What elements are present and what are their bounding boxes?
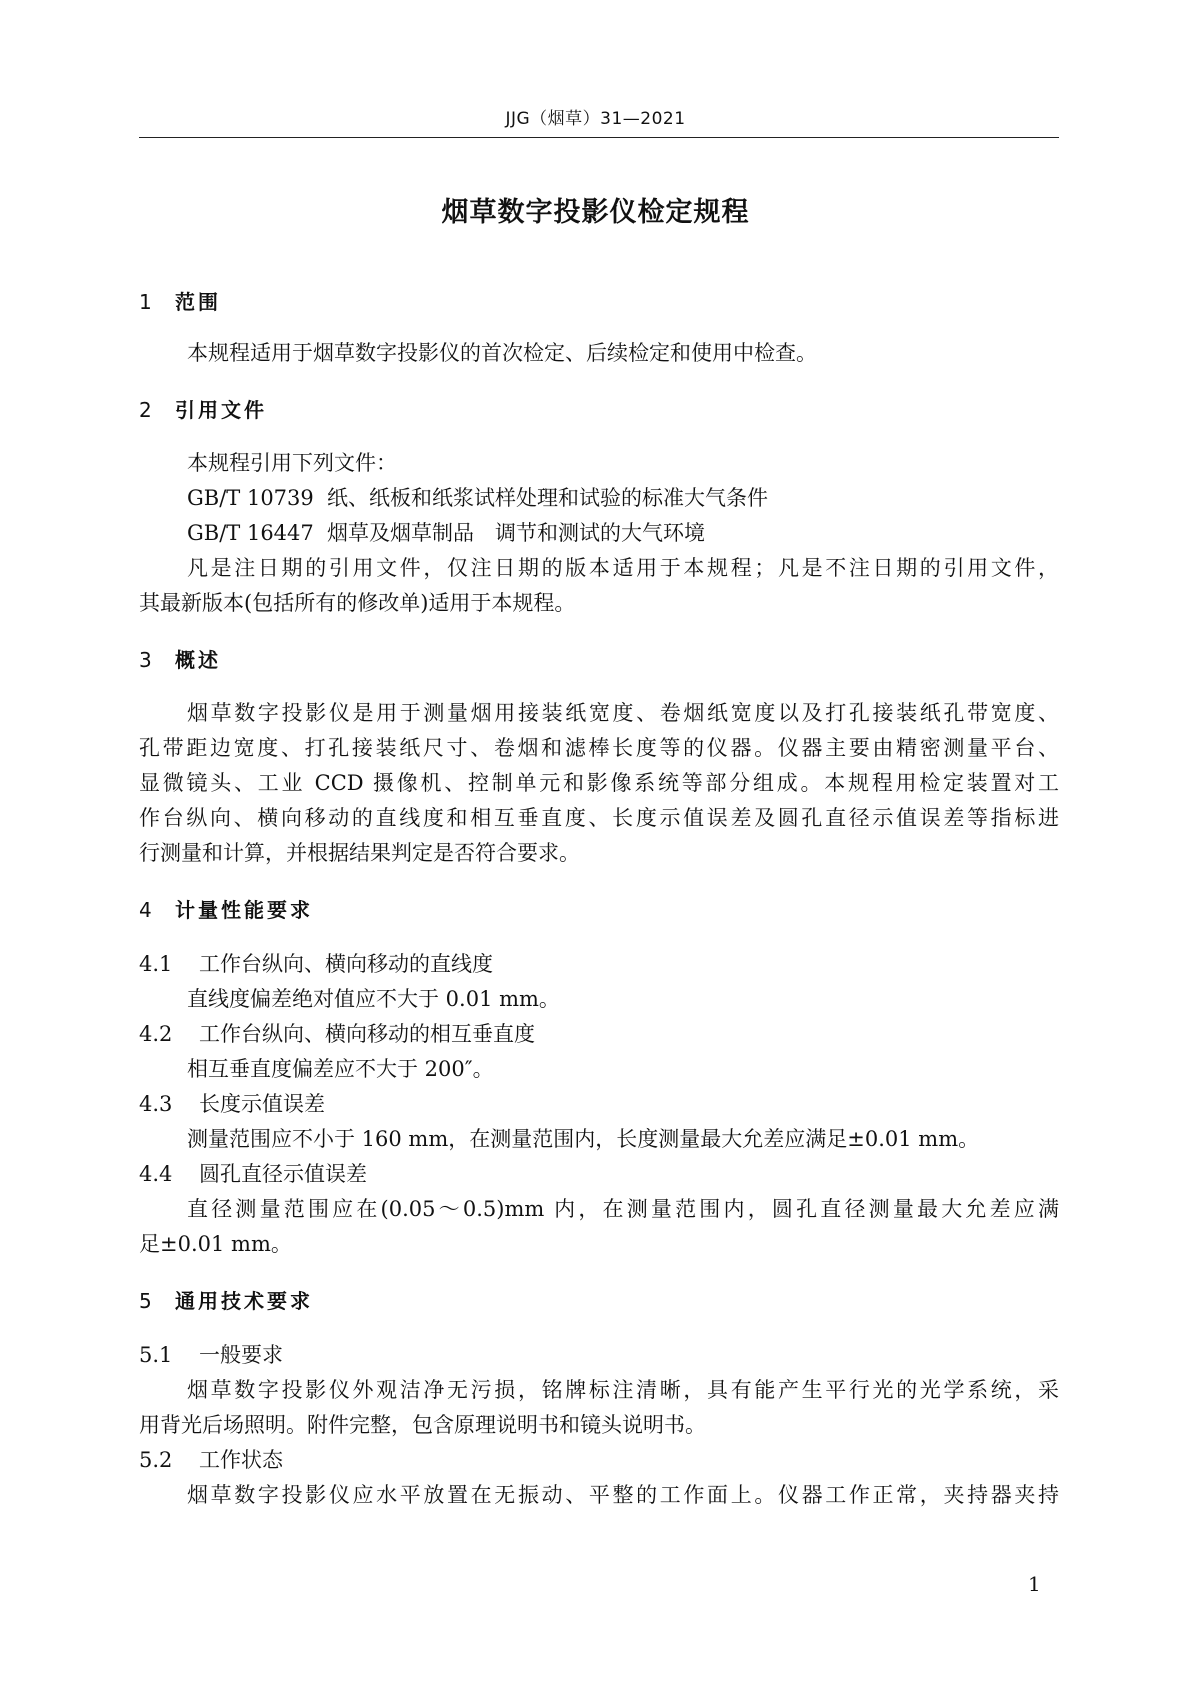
overview-line: 作台纵向、横向移动的直线度和相互垂直度、长度示值误差及圆孔直径示值误差等指标进 [139,806,1059,830]
section-title: 概述 [175,648,221,672]
section-5-heading [139,1287,313,1315]
section-title: 范围 [175,290,221,314]
clause-title: 工作台纵向、横向移动的相互垂直度 [199,1022,535,1046]
overview-line: 孔带距边宽度、打孔接装纸尺寸、卷烟和滤棒长度等的仪器。仪器主要由精密测量平台、 [139,736,1059,760]
ref-code: GB/T 10739 [187,486,314,510]
ref-title: 纸、纸板和纸浆试样处理和试验的标准大气条件 [327,486,768,510]
clause-4-1-heading [139,950,493,978]
clause-text: 相互垂直度偏差应不大于 200″。 [187,1057,494,1081]
clause-text: 直线度偏差绝对值应不大于 0.01 mm。 [187,987,560,1011]
clause-5-1-heading [139,1341,283,1369]
refs-intro: 本规程引用下列文件： [187,451,397,475]
section-2-heading [139,396,267,424]
section-number: 3 [139,648,152,672]
clause-title: 一般要求 [199,1343,283,1367]
clause-text: 烟草数字投影仪外观洁净无污损，铭牌标注清晰，具有能产生平行光的光学系统，采 [187,1378,1059,1402]
section-number: 1 [139,290,152,314]
section-number: 4 [139,898,152,922]
clause-title: 工作状态 [199,1448,283,1472]
clause-title: 长度示值误差 [199,1092,325,1116]
clause-number: 4.4 [139,1162,173,1186]
clause-4-4-heading [139,1160,367,1188]
refs-note-line: 其最新版本(包括所有的修改单)适用于本规程。 [139,591,576,615]
scope-text: 本规程适用于烟草数字投影仪的首次检定、后续检定和使用中检查。 [187,341,817,365]
clause-5-2-heading [139,1446,283,1474]
overview-line: 显微镜头、工业 CCD 摄像机、控制单元和影像系统等部分组成。本规程用检定装置对工 [139,771,1059,795]
clause-text: 用背光后场照明。附件完整，包含原理说明书和镜头说明书。 [139,1413,706,1437]
clause-4-2-heading [139,1020,535,1048]
overview-line: 行测量和计算，并根据结果判定是否符合要求。 [139,841,580,865]
clause-number: 4.2 [139,1022,173,1046]
clause-text: 直径测量范围应在(0.05～0.5)mm 内，在测量范围内，圆孔直径测量最大允差应满 [187,1197,1059,1221]
section-title: 计量性能要求 [175,898,313,922]
section-3-heading [139,646,221,674]
section-number: 5 [139,1289,152,1313]
section-title: 通用技术要求 [175,1289,313,1313]
clause-text: 烟草数字投影仪应水平放置在无振动、平整的工作面上。仪器工作正常，夹持器夹持 [187,1483,1059,1507]
clause-number: 4.1 [139,952,173,976]
clause-4-3-heading [139,1090,325,1118]
ref-code: GB/T 16447 [187,521,314,545]
clause-text: 足±0.01 mm。 [139,1232,292,1256]
ref-item [187,484,768,512]
overview-line: 烟草数字投影仪是用于测量烟用接装纸宽度、卷烟纸宽度以及打孔接装纸孔带宽度、 [187,701,1059,725]
section-1-heading [139,288,221,316]
clause-number: 4.3 [139,1092,173,1116]
running-header: JJG（烟草）31—2021 [505,109,686,129]
clause-text: 测量范围应不小于 160 mm，在测量范围内，长度测量最大允差应满足±0.01 mm。 [187,1127,980,1151]
section-title: 引用文件 [175,398,267,422]
page-title: 烟草数字投影仪检定规程 [441,197,750,228]
clause-number: 5.1 [139,1343,173,1367]
header-rule [139,137,1059,138]
section-4-heading [139,896,313,924]
clause-title: 工作台纵向、横向移动的直线度 [199,952,493,976]
page-number: 1 [1028,1572,1041,1596]
refs-note-line: 凡是注日期的引用文件，仅注日期的版本适用于本规程；凡是不注日期的引用文件， [187,556,1059,580]
clause-title: 圆孔直径示值误差 [199,1162,367,1186]
section-number: 2 [139,398,152,422]
ref-title: 烟草及烟草制品 调节和测试的大气环境 [327,521,705,545]
clause-number: 5.2 [139,1448,173,1472]
ref-item [187,519,705,547]
